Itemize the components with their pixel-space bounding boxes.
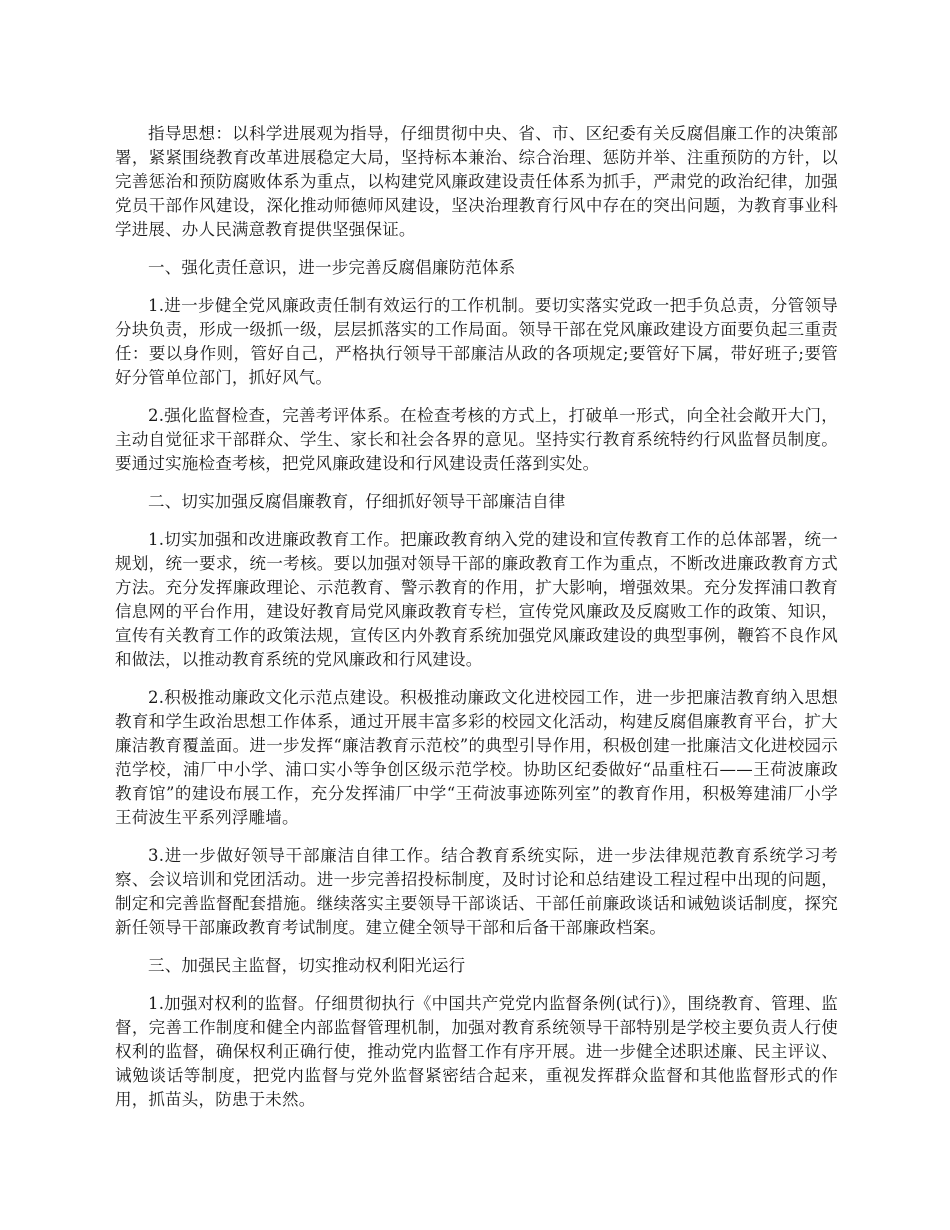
section-2-item-3: 3.进一步做好领导干部廉洁自律工作。结合教育系统实际，进一步法律规范教育系统学习考察、会议培训和党团活动。进一步完善招投标制度，及时讨论和总结建设工程过程中出现的问题，制定和完善监督配套措施。继续落实主要领导干部谈话、干部任前廉政谈话和诫勉谈话制度，探究新任领导干部廉政教育考试制度。建立健全领导干部和后备干部廉政档案。 bbox=[115, 846, 838, 937]
section-heading-2: 二、切实加强反腐倡廉教育，仔细抓好领导干部廉洁自律 bbox=[148, 492, 566, 511]
document-body bbox=[115, 122, 838, 1126]
section-heading-1: 一、强化责任意识，进一步完善反腐倡廉防范体系 bbox=[148, 258, 516, 277]
section-heading-3: 三、加强民主监督，切实推动权利阳光运行 bbox=[148, 956, 466, 975]
section-1-item-1: 1.进一步健全党风廉政责任制有效运行的工作机制。要切实落实党政一把手负总责，分管领导分块负责，形成一级抓一级，层层抓落实的工作局面。领导干部在党风廉政建设方面要负起三重责任：要以身作则，管好自己，严格执行领导干部廉洁从政的各项规定;要管好下属，带好班子;要管好分管单位部门，抓好风气。 bbox=[115, 296, 838, 387]
section-2-item-1: 1.切实加强和改进廉政教育工作。把廉政教育纳入党的建设和宣传教育工作的总体部署，统一规划，统一要求，统一考核。要以加强对领导干部的廉政教育工作为重点，不断改进廉政教育方式方法。充分发挥廉政理论、示范教育、警示教育的作用，扩大影响，增强效果。充分发挥浦口教育信息网的平台作用，建设好教育局党风廉政教育专栏，宣传党风廉政及反腐败工作的政策、知识，宣传有关教育工作的政策法规，宣传区内外教育系统加强党风廉政建设的典型事例，鞭笞不良作风和做法，以推动教育系统的党风廉政和行风建设。 bbox=[115, 530, 838, 669]
section-3-item-1: 1.加强对权利的监督。仔细贯彻执行《中国共产党党内监督条例(试行)》，围绕教育、管理、监督，完善工作制度和健全内部监督管理机制，加强对教育系统领导干部特别是学校主要负责人行使权利的监督，确保权利正确行使，推动党内监督工作有序开展。进一步健全述职述廉、民主评议、诫勉谈话等制度，把党内监督与党外监督紧密结合起来，重视发挥群众监督和其他监督形式的作用，抓苗头，防患于未然。 bbox=[115, 994, 838, 1109]
section-1-item-2: 2.强化监督检查，完善考评体系。在检查考核的方式上，打破单一形式，向全社会敞开大门，主动自觉征求干部群众、学生、家长和社会各界的意见。坚持实行教育系统特约行风监督员制度。要通过实施检查考核，把党风廉政建设和行风建设责任落到实处。 bbox=[115, 406, 838, 473]
section-2-item-2: 2.积极推动廉政文化示范点建设。积极推动廉政文化进校园工作，进一步把廉洁教育纳入思想教育和学生政治思想工作体系，通过开展丰富多彩的校园文化活动，构建反腐倡廉教育平台，扩大廉洁教育覆盖面。进一步发挥“廉洁教育示范校”的典型引导作用，积极创建一批廉洁文化进校园示范学校，浦厂中小学、浦口实小等争创区级示范学校。协助区纪委做好“品重柱石——王荷波廉政教育馆”的建设布展工作，充分发挥浦厂中学“王荷波事迹陈列室”的教育作用，积极筹建浦厂小学王荷波生平系列浮雕墙。 bbox=[115, 688, 838, 827]
guiding-ideology-paragraph: 指导思想：以科学进展观为指导，仔细贯彻中央、省、市、区纪委有关反腐倡廉工作的决策部署，紧紧围绕教育改革进展稳定大局，坚持标本兼治、综合治理、惩防并举、注重预防的方针，以完善惩治和预防腐败体系为重点，以构建党风廉政建设责任体系为抓手，严肃党的政治纪律，加强党员干部作风建设，深化推动师德师风建设，坚决治理教育行风中存在的突出问题，为教育事业科学进展、办人民满意教育提供坚强保证。 bbox=[115, 124, 838, 239]
